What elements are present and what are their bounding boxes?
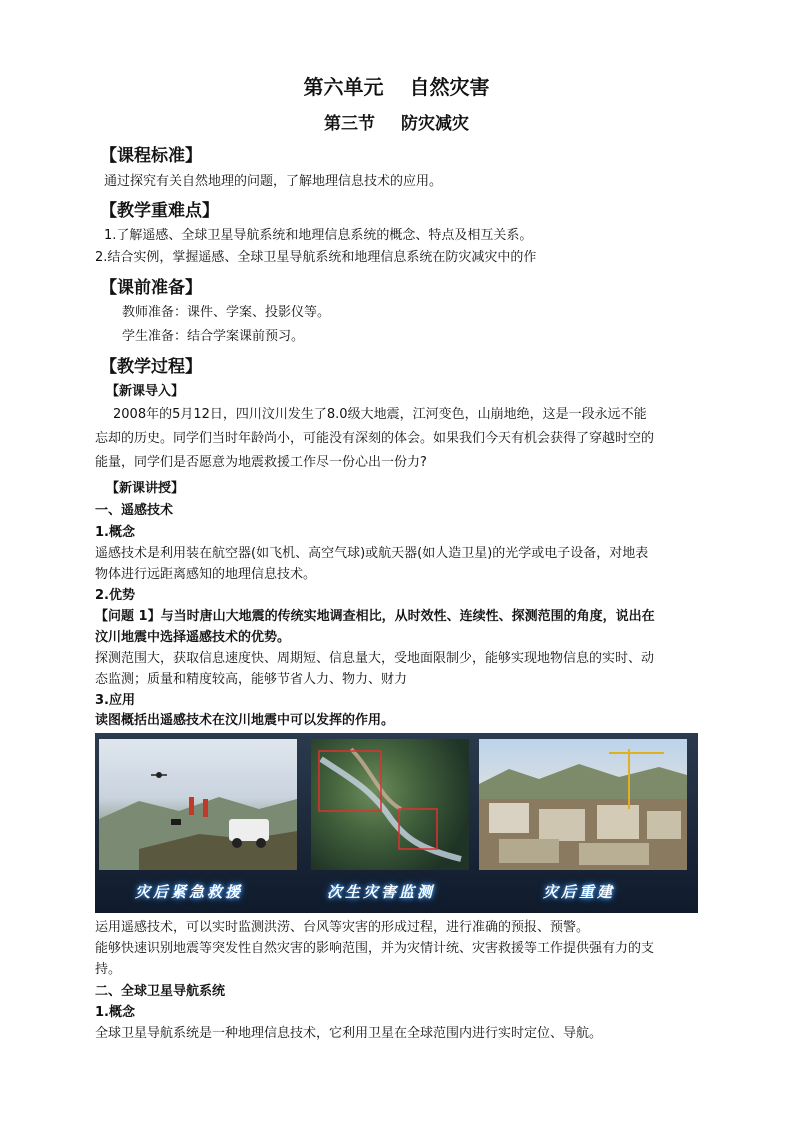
rs-concept-line-2: 物体进行远距离感知的地理信息技术。	[95, 567, 317, 582]
key-point-2: 2.结合实例，掌握遥感、全球卫星导航系统和地理信息系统在防灾减灾中的作	[95, 250, 537, 265]
advantage-label: 2.优势	[95, 588, 135, 603]
unit-number: 第六单元	[303, 75, 384, 99]
rs-concept-line-1: 遥感技术是利用装在航空器(如飞机、高空气球)或航天器(如人造卫星)的光学或电子设备，对地表	[95, 546, 649, 561]
caption-secondary-hazard-monitoring: 次生灾害监测	[327, 883, 436, 901]
caption-emergency-rescue: 灾后紧急救援	[135, 883, 244, 901]
lecture-heading: 【新课讲授】	[106, 481, 185, 496]
key-point-1: 1.了解遥感、全球卫星导航系统和地理信息系统的概念、特点及相互关系。	[104, 228, 533, 243]
intro-line-2: 忘却的历史。同学们当时年龄尚小，可能没有深刻的体会。如果我们今天有机会获得了穿越时空的	[95, 431, 655, 446]
answer-line-1: 探测范围大，获取信息速度快、周期短、信息量大，受地面限制少，能够实现地物信息的实时、动	[95, 651, 655, 666]
rescue-drone-photo	[99, 739, 297, 870]
section-title	[0, 109, 793, 134]
gnss-concept: 全球卫星导航系统是一种地理信息技术，它利用卫星在全球范围内进行实时定位、导航。	[95, 1026, 603, 1041]
gnss-concept-label: 1.概念	[95, 1005, 135, 1020]
satellite-image-photo	[311, 739, 469, 870]
remote-sensing-figure	[95, 733, 698, 913]
section-number: 第三节	[324, 114, 375, 134]
application-label: 3.应用	[95, 693, 135, 708]
heading-key-points: 【教学重难点】	[100, 201, 219, 221]
prep-teacher: 教师准备：课件、学案、投影仪等。	[122, 305, 331, 320]
rs-title: 一、遥感技术	[95, 503, 174, 518]
heading-process: 【教学过程】	[100, 357, 202, 377]
question-line-2: 汶川地震中选择遥感技术的优势。	[95, 630, 291, 645]
standard-text: 通过探究有关自然地理的问题，了解地理信息技术的应用。	[104, 174, 443, 189]
reconstruction-photo	[479, 739, 687, 870]
heading-standard: 【课程标准】	[100, 146, 202, 166]
answer-line-2: 态监测；质量和精度较高，能够节省人力、物力、财力	[95, 672, 408, 687]
unit-title	[0, 71, 793, 100]
application-line-2: 能够快速识别地震等突发性自然灾害的影响范围，并为灾情计统、灾害救援等工作提供强有力的支	[95, 941, 655, 956]
section-name: 防灾减灾	[401, 114, 469, 134]
question-line-1: 【问题 1】与当时唐山大地震的传统实地调查相比，从时效性、连续性、探测范围的角度，说出在	[95, 609, 655, 624]
intro-heading: 【新课导入】	[106, 384, 185, 399]
gnss-title: 二、全球卫星导航系统	[95, 984, 226, 999]
intro-line-1: 2008年的5月12日，四川汶川发生了8.0级大地震，江河变色，山崩地绝，这是一段永远不能	[113, 407, 647, 422]
image-prompt: 读图概括出遥感技术在汶川地震中可以发挥的作用。	[95, 713, 395, 728]
caption-reconstruction: 灾后重建	[543, 883, 616, 901]
intro-line-3: 能量，同学们是否愿意为地震救援工作尽一份心出一份力?	[95, 455, 427, 470]
rs-concept-label: 1.概念	[95, 525, 135, 540]
application-line-3: 持。	[95, 962, 122, 977]
heading-prep: 【课前准备】	[100, 278, 202, 298]
application-line-1: 运用遥感技术，可以实时监测洪涝、台风等灾害的形成过程，进行准确的预报、预警。	[95, 920, 590, 935]
prep-student: 学生准备：结合学案课前预习。	[122, 329, 305, 344]
unit-name: 自然灾害	[409, 75, 490, 99]
